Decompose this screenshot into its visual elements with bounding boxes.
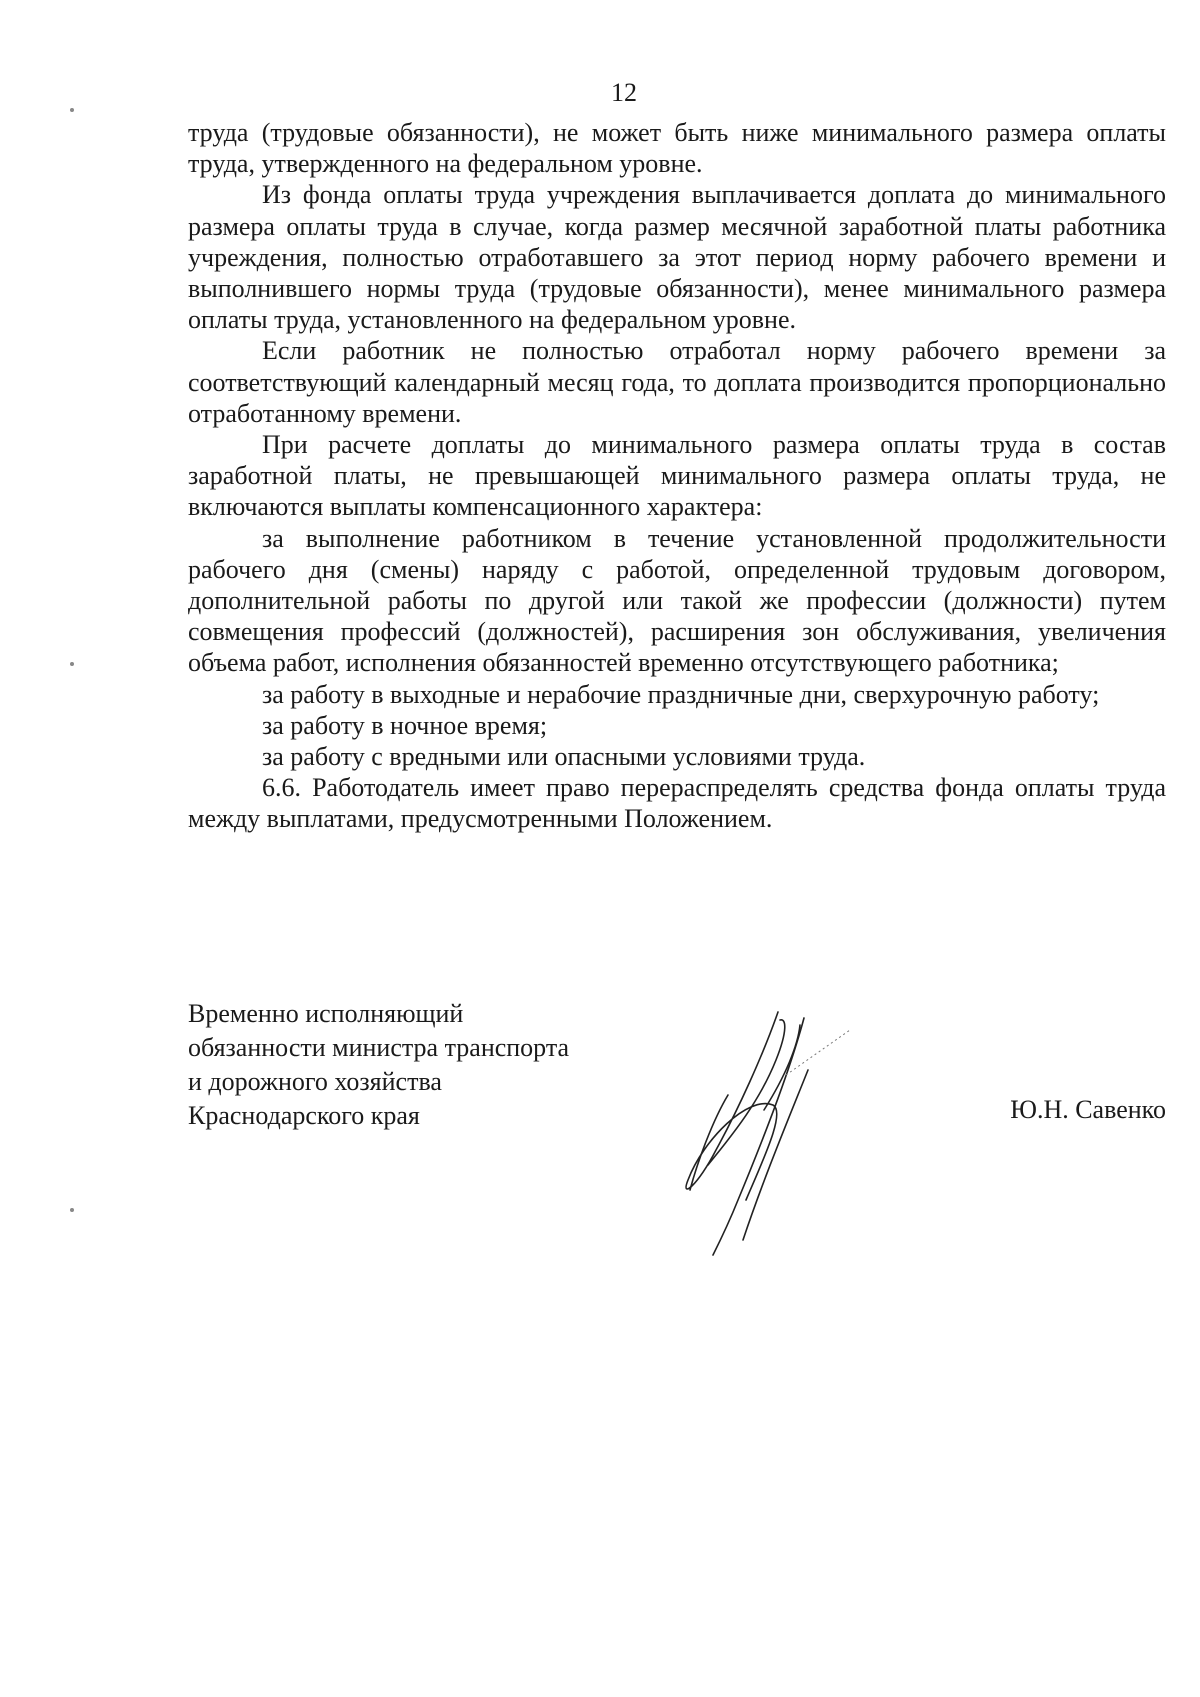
signatory-title-line: Краснодарского края	[188, 1101, 420, 1130]
document-body	[188, 117, 1166, 835]
paragraph: При расчете доплаты до минимального размера оплаты труда в состав заработной платы, не превышающей минимального размера оплаты труда, не включаются выплаты компенсационного характера:	[188, 430, 1166, 522]
list-item: за работу в выходные и нерабочие праздничные дни, сверхурочную работу;	[262, 679, 1100, 709]
scan-speck	[70, 662, 74, 666]
list-item: за выполнение работником в течение установленной продолжительности рабочего дня (смены) наряду с работой, определенной трудовым договором, дополнительной работы по другой или такой же профессии (должности) путем совмещения профессий (должностей), расширения зон обслуживания, увеличения объема работ, исполнения обязанностей временно отсутствующего работника;	[188, 523, 1166, 678]
list-item: за работу в ночное время;	[262, 710, 548, 740]
signatory-title	[188, 997, 569, 1133]
paragraph: 6.6. Работодатель имеет право перераспределять средства фонда оплаты труда между выплатами, предусмотренными Положением.	[188, 773, 1166, 834]
signatory-title-line: и дорожного хозяйства	[188, 1067, 442, 1096]
handwritten-signature	[668, 1000, 888, 1270]
scan-speck	[70, 108, 74, 112]
page-number: 12	[611, 78, 637, 107]
paragraph: Если работник не полностью отработал норму рабочего времени за соответствующий календарный месяц года, то доплата производится пропорционально отработанному времени.	[188, 336, 1166, 428]
signatory-title-line: обязанности министра транспорта	[188, 1033, 570, 1062]
signatory-name: Ю.Н. Савенко	[1010, 1095, 1166, 1124]
paragraph: Из фонда оплаты труда учреждения выплачивается доплата до минимального размера оплаты труда в случае, когда размер месячной заработной платы работника учреждения, полностью отработавшего за этот период норму рабочего времени и выполнившего нормы труда (трудовые обязанности), менее минимального размера оплаты труда, установленного на федеральном уровне.	[188, 180, 1166, 335]
signatory-title-line: Временно исполняющий	[188, 999, 464, 1028]
paragraph: труда (трудовые обязанности), не может быть ниже минимального размера оплаты труда, утвержденного на федеральном уровне.	[188, 118, 1166, 179]
list-item: за работу с вредными или опасными условиями труда.	[262, 742, 866, 772]
scan-speck	[70, 1208, 74, 1212]
